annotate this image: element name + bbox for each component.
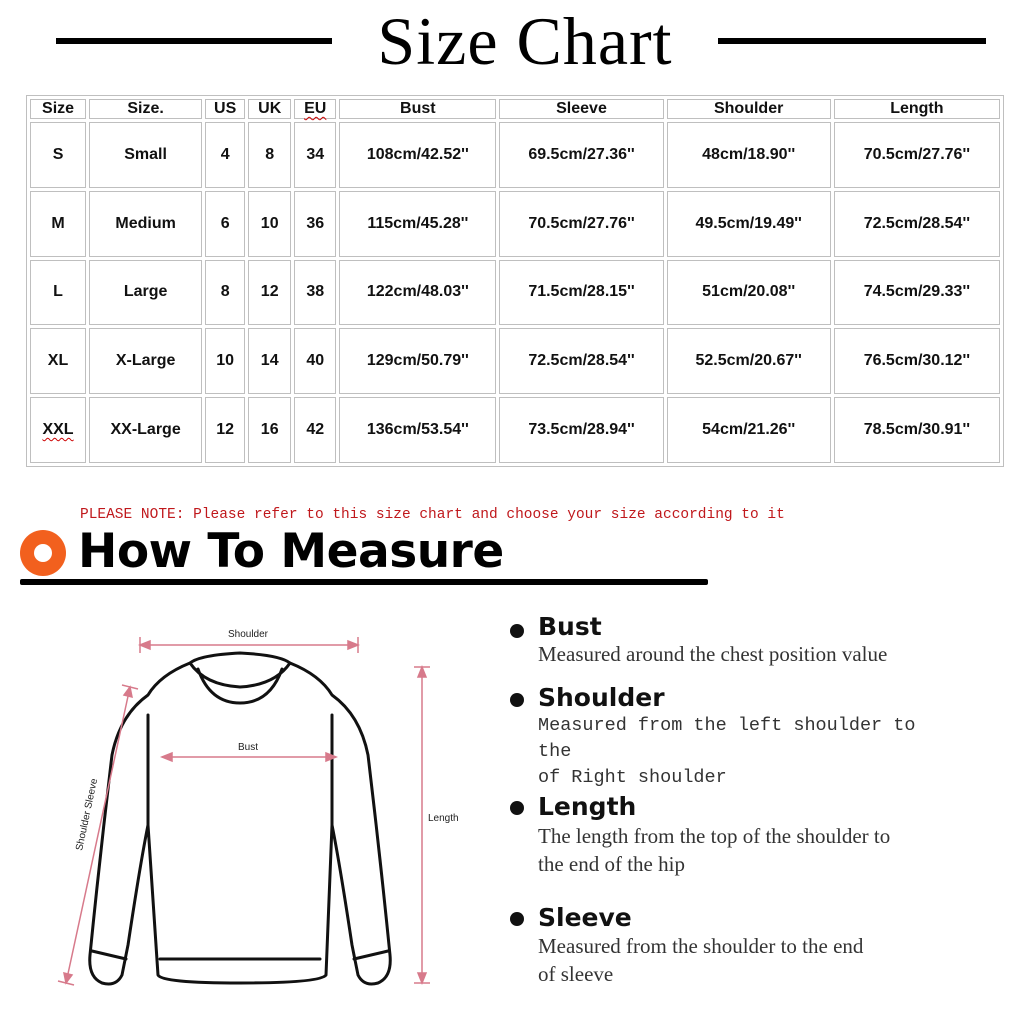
cell-size: L <box>30 260 86 326</box>
cell-uk: 16 <box>248 397 291 463</box>
bullet-icon <box>510 624 524 638</box>
diagram-label-shoulder: Shoulder <box>227 629 269 640</box>
cell-length: 78.5cm/30.91'' <box>834 397 1000 463</box>
how-to-measure-rule <box>20 579 708 585</box>
sweater-outline-icon <box>90 653 391 984</box>
diagram-label-sleeve: Shoulder Sleeve <box>74 777 101 852</box>
measure-length-heading: Length <box>538 792 637 821</box>
desc-line: the end of the hip <box>538 852 685 876</box>
cell-uk: 10 <box>248 191 291 257</box>
cell-us: 4 <box>205 122 245 188</box>
header-size-name: Size. <box>89 99 202 119</box>
diagram-label-length: Length <box>428 813 459 824</box>
cell-size: S <box>30 122 86 188</box>
cell-size <box>30 397 86 463</box>
title-rule-left <box>56 38 332 44</box>
measure-bust-desc <box>538 640 948 668</box>
cell-length: 74.5cm/29.33'' <box>834 260 1000 326</box>
cell-shoulder: 49.5cm/19.49'' <box>667 191 831 257</box>
size-chart-table <box>26 95 1004 467</box>
cell-eu: 34 <box>294 122 336 188</box>
cell-sleeve: 73.5cm/28.94'' <box>499 397 663 463</box>
cell-length: 76.5cm/30.12'' <box>834 328 1000 394</box>
table-row <box>30 328 1000 394</box>
cell-bust: 136cm/53.54'' <box>339 397 496 463</box>
desc-line: The length from the top of the shoulder to <box>538 824 891 848</box>
sleeve-measure-line <box>58 685 138 985</box>
cell-us: 12 <box>205 397 245 463</box>
cell-us: 10 <box>205 328 245 394</box>
cell-eu: 36 <box>294 191 336 257</box>
measure-shoulder-desc <box>538 713 948 791</box>
measure-sleeve-heading: Sleeve <box>538 903 632 932</box>
diagram-label-bust: Bust <box>237 742 259 753</box>
page-title: Size Chart <box>377 3 673 79</box>
how-to-measure-title: How To Measure <box>78 524 504 579</box>
bullet-icon <box>510 693 524 707</box>
cell-shoulder: 52.5cm/20.67'' <box>667 328 831 394</box>
cell-sleeve: 69.5cm/27.36'' <box>499 122 663 188</box>
cell-eu: 42 <box>294 397 336 463</box>
table-row <box>30 191 1000 257</box>
header-uk: UK <box>248 99 291 119</box>
cell-length: 72.5cm/28.54'' <box>834 191 1000 257</box>
cell-us: 8 <box>205 260 245 326</box>
header-length: Length <box>834 99 1000 119</box>
cell-eu: 38 <box>294 260 336 326</box>
cell-bust: 115cm/45.28'' <box>339 191 496 257</box>
cell-sleeve: 71.5cm/28.15'' <box>499 260 663 326</box>
cell-size-name: Large <box>89 260 202 326</box>
table-row <box>30 122 1000 188</box>
table-header-row <box>30 99 1000 119</box>
cell-uk: 12 <box>248 260 291 326</box>
header-shoulder: Shoulder <box>667 99 831 119</box>
cell-size-name: Medium <box>89 191 202 257</box>
bullet-icon <box>510 912 524 926</box>
header-size: Size <box>30 99 86 119</box>
cell-bust: 122cm/48.03'' <box>339 260 496 326</box>
desc-line: Measured from the shoulder to the end <box>538 934 864 958</box>
cell-shoulder: 54cm/21.26'' <box>667 397 831 463</box>
desc-line: of sleeve <box>538 962 614 986</box>
cell-size-name: Small <box>89 122 202 188</box>
header-eu-label: EU <box>304 100 327 117</box>
title-rule-right <box>718 38 986 44</box>
cell-bust: 129cm/50.79'' <box>339 328 496 394</box>
sweater-diagram <box>40 615 480 1005</box>
measure-sleeve-desc <box>538 932 948 988</box>
cell-shoulder: 48cm/18.90'' <box>667 122 831 188</box>
cell-size: M <box>30 191 86 257</box>
header-sleeve: Sleeve <box>499 99 663 119</box>
cell-length: 70.5cm/27.76'' <box>834 122 1000 188</box>
cell-bust: 108cm/42.52'' <box>339 122 496 188</box>
measure-length-desc <box>538 822 948 878</box>
cell-size: XL <box>30 328 86 394</box>
table-row <box>30 260 1000 326</box>
desc-line: of Right shoulder <box>538 767 727 788</box>
length-measure-line <box>414 667 430 983</box>
cell-size-name: XX-Large <box>89 397 202 463</box>
bullet-icon <box>510 801 524 815</box>
header-eu <box>294 99 336 119</box>
orange-ring-icon <box>20 530 66 576</box>
cell-sleeve: 70.5cm/27.76'' <box>499 191 663 257</box>
cell-uk: 14 <box>248 328 291 394</box>
measure-bust-heading: Bust <box>538 612 602 641</box>
cell-us: 6 <box>205 191 245 257</box>
size-note: PLEASE NOTE: Please refer to this size chart and choose your size according to it <box>80 507 785 523</box>
desc-line: Measured around the chest position value <box>538 642 888 666</box>
header-us: US <box>205 99 245 119</box>
bust-measure-line <box>162 753 336 761</box>
desc-line: Measured from the left shoulder to the <box>538 715 916 762</box>
table-row <box>30 397 1000 463</box>
header-bust: Bust <box>339 99 496 119</box>
cell-shoulder: 51cm/20.08'' <box>667 260 831 326</box>
cell-eu: 40 <box>294 328 336 394</box>
cell-size-label: XXL <box>42 421 74 439</box>
cell-sleeve: 72.5cm/28.54'' <box>499 328 663 394</box>
measure-shoulder-heading: Shoulder <box>538 683 665 712</box>
cell-uk: 8 <box>248 122 291 188</box>
cell-size-name: X-Large <box>89 328 202 394</box>
